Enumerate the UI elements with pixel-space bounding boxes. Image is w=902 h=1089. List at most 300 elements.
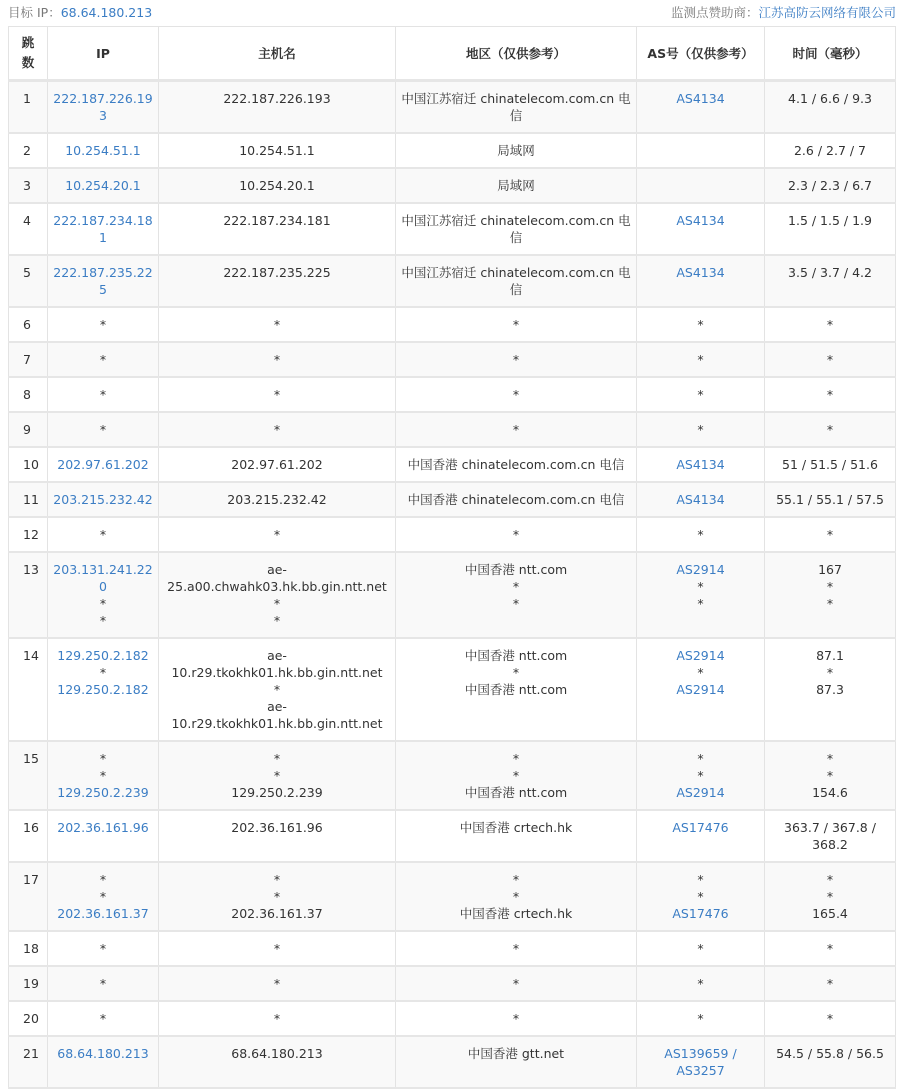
as-cell xyxy=(637,862,765,931)
hostname-text: 222.187.235.225 xyxy=(223,265,331,280)
region-text: * xyxy=(512,527,520,542)
region-cell xyxy=(396,307,637,342)
hostname-text: ae-10.r29.tkokhk01.hk.bb.gin.ntt.net xyxy=(171,648,383,680)
hostname-cell xyxy=(159,307,396,342)
ip-cell xyxy=(48,377,159,412)
hostname-cell xyxy=(159,552,396,638)
ip-link[interactable]: 129.250.2.239 xyxy=(57,785,149,800)
sponsor-info xyxy=(671,4,896,26)
ip-cell xyxy=(48,133,159,168)
time-text: 54.5 / 55.8 / 56.5 xyxy=(776,1046,884,1061)
region-cell xyxy=(396,168,637,203)
as-text: * xyxy=(697,527,704,542)
as-text: * xyxy=(697,579,704,594)
ip-text: * xyxy=(99,976,107,991)
region-text: * xyxy=(512,387,520,402)
time-text: 2.6 / 2.7 / 7 xyxy=(793,143,867,158)
table-row xyxy=(9,810,896,862)
ip-link[interactable]: 222.187.226.193 xyxy=(53,91,153,123)
region-text: 中国香港 ntt.com xyxy=(464,648,568,663)
as-text: * xyxy=(697,665,704,680)
hop-number: 15 xyxy=(9,741,48,810)
ip-cell xyxy=(48,447,159,482)
as-cell xyxy=(637,1036,765,1088)
target-ip: 68.64.180.213 xyxy=(60,5,153,20)
as-link[interactable]: AS2914 xyxy=(676,682,725,697)
time-cell xyxy=(765,966,896,1001)
ip-link[interactable]: 203.131.241.220 xyxy=(53,562,153,594)
time-cell xyxy=(765,517,896,552)
as-cell xyxy=(637,203,765,255)
as-cell xyxy=(637,966,765,1001)
region-text: * xyxy=(512,422,520,437)
col-hop: 跳数 xyxy=(9,27,48,81)
ip-text: * xyxy=(99,889,107,904)
hostname-text: 10.254.20.1 xyxy=(239,178,315,193)
as-text: * xyxy=(697,751,704,766)
hop-number: 12 xyxy=(9,517,48,552)
region-text: 中国香港 crtech.hk xyxy=(459,906,573,921)
traceroute-table xyxy=(8,26,896,1089)
hostname-text: 10.254.51.1 xyxy=(239,143,315,158)
hostname-text: * xyxy=(273,872,281,887)
time-cell xyxy=(765,862,896,931)
as-cell xyxy=(637,1001,765,1036)
time-text: * xyxy=(826,665,834,680)
ip-text: * xyxy=(99,1011,107,1026)
target-info xyxy=(8,4,152,26)
time-text: * xyxy=(826,941,834,956)
region-cell xyxy=(396,412,637,447)
region-text: 中国香港 ntt.com xyxy=(464,682,568,697)
region-text: 局域网 xyxy=(497,143,535,158)
sponsor-link[interactable]: 江苏高防云网络有限公司 xyxy=(758,5,896,20)
hostname-text: * xyxy=(273,1011,281,1026)
hop-number: 6 xyxy=(9,307,48,342)
region-text: * xyxy=(512,1011,520,1026)
region-cell xyxy=(396,966,637,1001)
table-row xyxy=(9,1036,896,1088)
time-cell xyxy=(765,931,896,966)
table-row xyxy=(9,342,896,377)
hostname-text: 202.36.161.37 xyxy=(231,906,323,921)
ip-cell xyxy=(48,741,159,810)
ip-cell xyxy=(48,412,159,447)
time-text: * xyxy=(826,596,834,611)
time-text: 55.1 / 55.1 / 57.5 xyxy=(776,492,884,507)
region-cell xyxy=(396,638,637,741)
col-hostname: 主机名 xyxy=(159,27,396,81)
as-link[interactable]: AS2914 xyxy=(676,648,725,663)
time-text: 165.4 xyxy=(812,906,848,921)
hop-number: 2 xyxy=(9,133,48,168)
region-text: * xyxy=(512,941,520,956)
hostname-cell xyxy=(159,342,396,377)
hostname-text: 202.97.61.202 xyxy=(231,457,323,472)
time-cell xyxy=(765,168,896,203)
ip-link[interactable]: 202.36.161.96 xyxy=(57,820,149,835)
time-cell xyxy=(765,81,896,134)
hop-number: 4 xyxy=(9,203,48,255)
region-cell xyxy=(396,931,637,966)
time-cell xyxy=(765,1001,896,1036)
hostname-cell xyxy=(159,168,396,203)
time-text: 2.3 / 2.3 / 6.7 xyxy=(788,178,872,193)
as-link[interactable]: AS2914 xyxy=(676,562,725,577)
as-cell xyxy=(637,482,765,517)
time-cell xyxy=(765,1036,896,1088)
hostname-text: ae-25.a00.chwahk03.hk.bb.gin.ntt.net xyxy=(167,562,387,594)
table-row xyxy=(9,447,896,482)
region-text: 中国香港 chinatelecom.com.cn 电信 xyxy=(407,492,625,507)
ip-cell xyxy=(48,1001,159,1036)
hostname-text: ae-10.r29.tkokhk01.hk.bb.gin.ntt.net xyxy=(171,699,383,731)
time-cell xyxy=(765,377,896,412)
as-cell xyxy=(637,931,765,966)
time-text: 363.7 / 367.8 / 368.2 xyxy=(784,820,876,852)
ip-cell xyxy=(48,517,159,552)
region-text: * xyxy=(512,579,520,594)
hostname-text: 68.64.180.213 xyxy=(231,1046,323,1061)
as-cell xyxy=(637,552,765,638)
region-text: 中国香港 crtech.hk xyxy=(459,820,573,835)
table-row xyxy=(9,1001,896,1036)
as-cell xyxy=(637,741,765,810)
time-cell xyxy=(765,810,896,862)
hostname-text: * xyxy=(273,768,281,783)
hostname-text: * xyxy=(273,751,281,766)
hostname-cell xyxy=(159,81,396,134)
hostname-text: 203.215.232.42 xyxy=(227,492,327,507)
region-text: * xyxy=(512,976,520,991)
as-cell xyxy=(637,810,765,862)
ip-link[interactable]: 203.215.232.42 xyxy=(53,492,153,507)
time-cell xyxy=(765,203,896,255)
hostname-cell xyxy=(159,638,396,741)
as-cell xyxy=(637,517,765,552)
region-text: * xyxy=(512,768,520,783)
as-text: * xyxy=(697,941,704,956)
hostname-cell xyxy=(159,810,396,862)
ip-cell xyxy=(48,482,159,517)
as-cell xyxy=(637,168,765,203)
as-text: * xyxy=(697,872,704,887)
as-link[interactable]: AS2914 xyxy=(676,785,725,800)
ip-cell xyxy=(48,862,159,931)
table-row xyxy=(9,307,896,342)
time-text: * xyxy=(826,1011,834,1026)
ip-cell xyxy=(48,810,159,862)
as-text: * xyxy=(697,387,704,402)
ip-cell xyxy=(48,168,159,203)
table-row xyxy=(9,741,896,810)
time-text: * xyxy=(826,317,834,332)
table-row xyxy=(9,168,896,203)
hostname-text: * xyxy=(273,941,281,956)
as-cell xyxy=(637,342,765,377)
ip-link[interactable]: 129.250.2.182 xyxy=(57,648,149,663)
hostname-cell xyxy=(159,203,396,255)
hop-number: 18 xyxy=(9,931,48,966)
table-row xyxy=(9,966,896,1001)
hop-number: 9 xyxy=(9,412,48,447)
time-text: * xyxy=(826,768,834,783)
time-text: 167 xyxy=(818,562,842,577)
hop-number: 16 xyxy=(9,810,48,862)
ip-link[interactable]: 222.187.235.225 xyxy=(53,265,153,297)
table-row xyxy=(9,552,896,638)
region-cell xyxy=(396,133,637,168)
as-text: * xyxy=(697,352,704,367)
hostname-text: 222.187.234.181 xyxy=(223,213,331,228)
hostname-text: * xyxy=(273,682,281,697)
table-row xyxy=(9,203,896,255)
time-text: * xyxy=(826,422,834,437)
region-text: * xyxy=(512,665,520,680)
time-cell xyxy=(765,133,896,168)
hop-number: 1 xyxy=(9,81,48,134)
as-link[interactable]: AS139659 / AS3257 xyxy=(664,1046,737,1078)
time-text: 87.1 xyxy=(816,648,844,663)
hostname-cell xyxy=(159,1001,396,1036)
region-text: 中国江苏宿迁 chinatelecom.com.cn 电信 xyxy=(401,91,631,123)
time-cell xyxy=(765,447,896,482)
time-text: 4.1 / 6.6 / 9.3 xyxy=(788,91,872,106)
hostname-text: * xyxy=(273,596,281,611)
ip-text: * xyxy=(99,768,107,783)
hostname-cell xyxy=(159,133,396,168)
region-cell xyxy=(396,810,637,862)
hostname-cell xyxy=(159,255,396,307)
hostname-text: * xyxy=(273,352,281,367)
region-cell xyxy=(396,517,637,552)
as-text: * xyxy=(697,976,704,991)
col-ip: IP xyxy=(48,27,159,81)
time-text: * xyxy=(826,579,834,594)
ip-cell xyxy=(48,966,159,1001)
as-text: * xyxy=(697,889,704,904)
ip-text: * xyxy=(99,527,107,542)
as-link[interactable]: AS4134 xyxy=(676,457,725,472)
sponsor-label: 监测点赞助商： xyxy=(670,5,759,20)
time-text: * xyxy=(826,352,834,367)
time-text: 87.3 xyxy=(816,682,844,697)
ip-cell xyxy=(48,255,159,307)
as-cell xyxy=(637,447,765,482)
time-text: * xyxy=(826,527,834,542)
ip-link[interactable]: 222.187.234.181 xyxy=(53,213,153,245)
hop-number: 17 xyxy=(9,862,48,931)
ip-cell xyxy=(48,307,159,342)
time-text: 3.5 / 3.7 / 4.2 xyxy=(788,265,872,280)
region-cell xyxy=(396,377,637,412)
table-row xyxy=(9,81,896,134)
region-cell xyxy=(396,741,637,810)
hostname-text: * xyxy=(273,889,281,904)
region-cell xyxy=(396,1036,637,1088)
as-cell xyxy=(637,255,765,307)
ip-link[interactable]: 10.254.51.1 xyxy=(65,143,141,158)
time-cell xyxy=(765,342,896,377)
as-text: * xyxy=(697,596,704,611)
time-cell xyxy=(765,307,896,342)
time-text: * xyxy=(826,387,834,402)
as-link[interactable]: AS4134 xyxy=(676,265,725,280)
hop-number: 10 xyxy=(9,447,48,482)
table-row xyxy=(9,133,896,168)
hop-number: 13 xyxy=(9,552,48,638)
table-row xyxy=(9,862,896,931)
table-row xyxy=(9,482,896,517)
time-text: * xyxy=(826,976,834,991)
ip-text: * xyxy=(99,665,107,680)
hostname-text: 129.250.2.239 xyxy=(231,785,323,800)
as-text: * xyxy=(697,317,704,332)
ip-text: * xyxy=(99,596,107,611)
hostname-text: * xyxy=(273,613,281,628)
time-cell xyxy=(765,741,896,810)
region-text: 中国香港 ntt.com xyxy=(464,785,568,800)
table-row xyxy=(9,412,896,447)
hostname-text: 222.187.226.193 xyxy=(223,91,331,106)
as-link[interactable]: AS4134 xyxy=(676,492,725,507)
region-text: 中国香港 ntt.com xyxy=(464,562,568,577)
region-text: 中国香港 gtt.net xyxy=(467,1046,565,1061)
hostname-cell xyxy=(159,741,396,810)
target-bar xyxy=(0,0,902,26)
ip-link[interactable]: 129.250.2.182 xyxy=(57,682,149,697)
as-text: * xyxy=(697,1011,704,1026)
ip-cell xyxy=(48,931,159,966)
hop-number: 3 xyxy=(9,168,48,203)
region-text: * xyxy=(512,889,520,904)
hop-number: 8 xyxy=(9,377,48,412)
ip-text: * xyxy=(99,317,107,332)
region-text: 中国江苏宿迁 chinatelecom.com.cn 电信 xyxy=(401,213,631,245)
ip-cell xyxy=(48,342,159,377)
table-row xyxy=(9,517,896,552)
hostname-cell xyxy=(159,862,396,931)
region-text: 中国江苏宿迁 chinatelecom.com.cn 电信 xyxy=(401,265,631,297)
ip-link[interactable]: 10.254.20.1 xyxy=(65,178,141,193)
as-cell xyxy=(637,133,765,168)
time-text: * xyxy=(826,889,834,904)
region-cell xyxy=(396,862,637,931)
region-text: * xyxy=(512,751,520,766)
hop-number: 14 xyxy=(9,638,48,741)
as-text: * xyxy=(697,768,704,783)
hostname-cell xyxy=(159,412,396,447)
as-link[interactable]: AS17476 xyxy=(672,906,729,921)
hostname-text: * xyxy=(273,422,281,437)
table-row xyxy=(9,638,896,741)
time-text: 154.6 xyxy=(812,785,848,800)
as-cell xyxy=(637,81,765,134)
time-cell xyxy=(765,255,896,307)
region-text: 局域网 xyxy=(497,178,535,193)
col-as: AS号（仅供参考） xyxy=(637,27,765,81)
table-header xyxy=(9,27,896,81)
ip-link[interactable]: 68.64.180.213 xyxy=(57,1046,149,1061)
region-cell xyxy=(396,342,637,377)
hostname-cell xyxy=(159,1036,396,1088)
hostname-text: * xyxy=(273,976,281,991)
ip-text: * xyxy=(99,352,107,367)
time-cell xyxy=(765,412,896,447)
ip-cell xyxy=(48,638,159,741)
region-text: * xyxy=(512,872,520,887)
col-region: 地区（仅供参考） xyxy=(396,27,637,81)
hostname-text: 202.36.161.96 xyxy=(231,820,323,835)
as-link[interactable]: AS4134 xyxy=(676,91,725,106)
as-cell xyxy=(637,412,765,447)
target-label: 目标 IP： xyxy=(8,5,61,20)
as-link[interactable]: AS4134 xyxy=(676,213,725,228)
hostname-cell xyxy=(159,966,396,1001)
hostname-cell xyxy=(159,517,396,552)
hop-number: 11 xyxy=(9,482,48,517)
region-text: * xyxy=(512,596,520,611)
time-text: 1.5 / 1.5 / 1.9 xyxy=(788,213,872,228)
hostname-text: * xyxy=(273,527,281,542)
time-text: * xyxy=(826,872,834,887)
ip-text: * xyxy=(99,613,107,628)
hostname-cell xyxy=(159,447,396,482)
ip-link[interactable]: 202.36.161.37 xyxy=(57,906,149,921)
region-text: * xyxy=(512,317,520,332)
ip-cell xyxy=(48,203,159,255)
hop-number: 21 xyxy=(9,1036,48,1088)
hostname-cell xyxy=(159,377,396,412)
hop-number: 20 xyxy=(9,1001,48,1036)
time-text: * xyxy=(826,751,834,766)
time-cell xyxy=(765,482,896,517)
time-text: 51 / 51.5 / 51.6 xyxy=(782,457,878,472)
hostname-text: * xyxy=(273,387,281,402)
ip-cell xyxy=(48,81,159,134)
region-text: * xyxy=(512,352,520,367)
ip-cell xyxy=(48,1036,159,1088)
hostname-cell xyxy=(159,931,396,966)
table-row xyxy=(9,255,896,307)
region-text: 中国香港 chinatelecom.com.cn 电信 xyxy=(407,457,625,472)
region-cell xyxy=(396,203,637,255)
ip-text: * xyxy=(99,941,107,956)
region-cell xyxy=(396,255,637,307)
region-cell xyxy=(396,447,637,482)
ip-link[interactable]: 202.97.61.202 xyxy=(57,457,149,472)
hop-number: 5 xyxy=(9,255,48,307)
ip-text: * xyxy=(99,422,107,437)
time-cell xyxy=(765,552,896,638)
as-cell xyxy=(637,638,765,741)
ip-text: * xyxy=(99,751,107,766)
col-time: 时间（毫秒） xyxy=(765,27,896,81)
hop-number: 19 xyxy=(9,966,48,1001)
region-cell xyxy=(396,81,637,134)
time-cell xyxy=(765,638,896,741)
region-cell xyxy=(396,482,637,517)
as-text: * xyxy=(697,422,704,437)
as-cell xyxy=(637,377,765,412)
region-cell xyxy=(396,552,637,638)
hostname-text: * xyxy=(273,317,281,332)
as-link[interactable]: AS17476 xyxy=(672,820,729,835)
ip-text: * xyxy=(99,387,107,402)
ip-text: * xyxy=(99,872,107,887)
as-cell xyxy=(637,307,765,342)
ip-cell xyxy=(48,552,159,638)
